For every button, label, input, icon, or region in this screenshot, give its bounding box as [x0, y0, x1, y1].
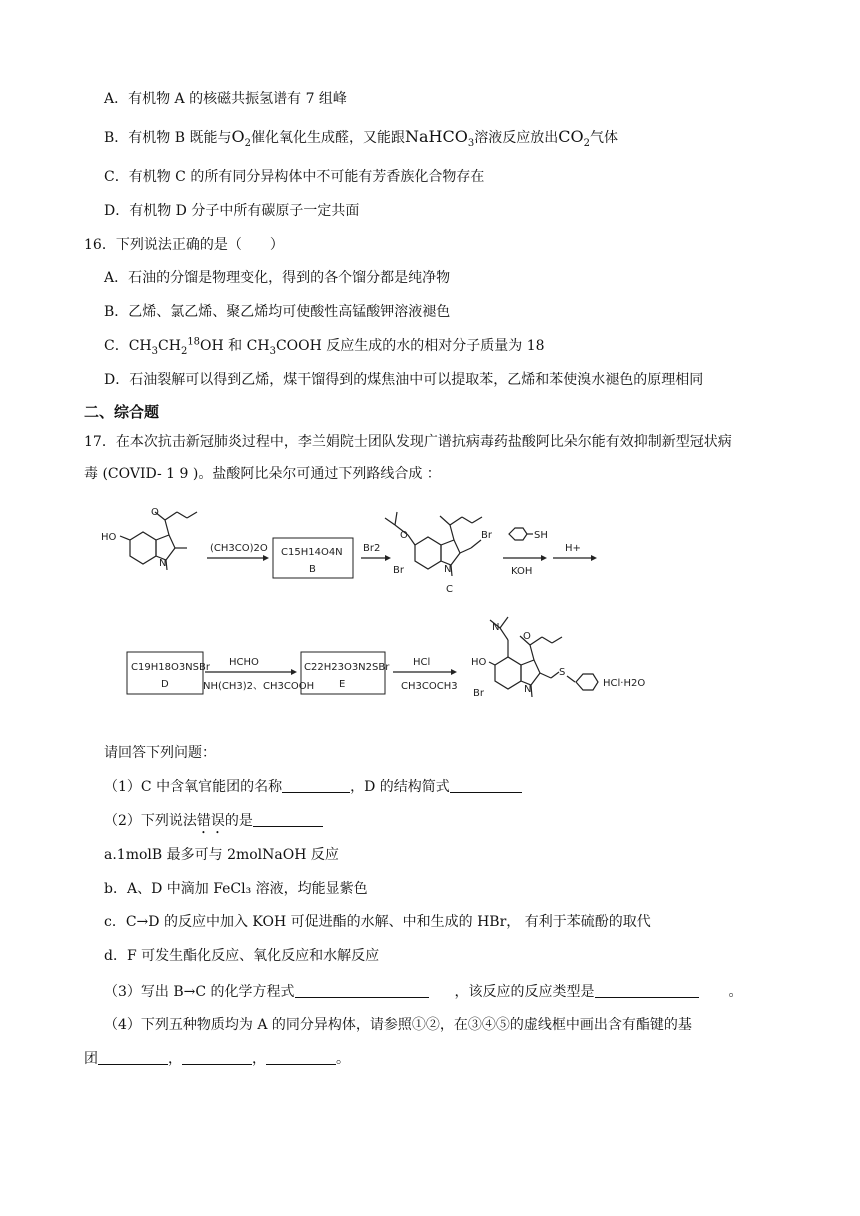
label-c: C	[446, 584, 453, 595]
q15-option-c: C．有机物 C 的所有同分异构体中不可能有芳香族化合物存在	[104, 169, 485, 185]
q17-option-b: b．A、D 中滴加 FeCl₃ 溶液，均能显紫色	[104, 881, 368, 897]
answer-blank-2[interactable]	[253, 812, 323, 827]
box-e-label: E	[339, 679, 346, 690]
q17-stem-line1: 17．在本次抗击新冠肺炎过程中，李兰娟院士团队发现广谱抗病毒药盐酸阿比朵尔能有效抑制新型冠状病	[84, 434, 732, 450]
q16-option-c: C．$CH_3CH_2^{18}OH$ 和 $CH_3COOH$ 反应生成的水的相对分子质量为 18	[104, 336, 545, 357]
atom-ho-product: HO	[471, 657, 487, 668]
q15-option-d: D．有机物 D 分子中所有碳原子一定共面	[104, 203, 360, 219]
atom-o-c: O	[400, 530, 408, 541]
q16-option-b: B．乙烯、氯乙烯、聚乙烯均可使酸性高锰酸钾溶液褪色	[104, 304, 451, 320]
atom-o-a: O	[151, 507, 159, 518]
box-b-label: B	[309, 564, 316, 575]
atom-n-a: N	[159, 558, 167, 569]
reagent-acid: H+	[565, 543, 581, 554]
atom-br-c-ring: Br	[393, 565, 404, 576]
q16-stem: 16．下列说法正确的是（ ）	[84, 237, 284, 253]
answer-blank-4a[interactable]	[98, 1050, 168, 1065]
compound-a-structure	[101, 507, 197, 570]
answer-blank-3a[interactable]	[295, 983, 429, 998]
atom-o-product: O	[523, 631, 531, 642]
reagent-acetone: CH3COCH3	[401, 681, 458, 692]
atom-n-c: N	[444, 564, 452, 575]
reagent-bromine: Br2	[363, 543, 381, 554]
q16-option-a: A．石油的分馏是物理变化，得到的各个馏分都是纯净物	[104, 270, 451, 286]
q17-part1: （1）C 中含氧官能团的名称 ，D 的结构简式	[104, 777, 522, 797]
answer-blank-4b[interactable]	[182, 1050, 252, 1065]
q16-option-d: D．石油裂解可以得到乙烯，煤干馏得到的煤焦油中可以提取苯，乙烯和苯使溴水褪色的原理相同	[104, 372, 704, 388]
reagent-formaldehyde: HCHO	[229, 657, 259, 668]
answer-blank-1b[interactable]	[450, 778, 522, 793]
atom-ho-a: HO	[101, 532, 117, 543]
reagent-koh: KOH	[511, 566, 533, 577]
compound-c-structure	[385, 512, 493, 595]
q17-part4-line1: （4）下列五种物质均为 A 的同分异构体，请参照①②，在③④⑤的虚线框中画出含有酯键的基	[104, 1017, 692, 1033]
reagent-dimethylamine: NH(CH3)2、CH3COOH	[203, 681, 315, 692]
q17-option-a: a.1molB 最多可与 2molNaOH 反应	[104, 847, 339, 863]
box-e-formula: C22H23O3N2SBr	[304, 662, 390, 673]
q17-part4-line2: 团 ， ， 。	[84, 1051, 350, 1067]
answer-blank-4c[interactable]	[266, 1050, 336, 1065]
q17-prompt: 请回答下列问题：	[104, 745, 216, 761]
product-salt-suffix: HCl·H2O	[603, 678, 646, 689]
atom-br-product: Br	[473, 688, 484, 699]
section-heading: 二、综合题	[84, 403, 160, 421]
q15-option-a: A．有机物 A 的核磁共振氢谱有 7 组峰	[104, 91, 347, 107]
box-d-formula: C19H18O3NSBr	[131, 662, 210, 673]
reagent-thiophenol: SH	[534, 530, 548, 541]
q15-option-b: B．有机物 B 既能与$O_2$催化氧化生成醛，又能跟NaHCO$_3$溶液反应放出$CO_2$气体	[104, 127, 618, 149]
box-d-label: D	[161, 679, 169, 690]
atom-n-product-ring: N	[524, 684, 532, 695]
product-structure	[471, 617, 645, 699]
q17-option-c: c．C→D 的反应中加入 KOH 可促进酯的水解、中和生成的 HBr， 有利于苯硫酚的取代	[104, 914, 651, 930]
answer-blank-3b[interactable]	[595, 983, 699, 998]
reagent-acetic-anhydride: (CH3CO)2O	[210, 543, 268, 554]
q17-stem-line2: 毒 (COVID- 1 9 )。盐酸阿比朵尔可通过下列路线合成 ：	[84, 466, 441, 482]
q17-part3: （3）写出 B→C 的化学方程式 ，该反应的反应类型是 。	[104, 984, 743, 1000]
reagent-hcl: HCl	[413, 657, 431, 668]
answer-blank-1a[interactable]	[282, 778, 350, 793]
box-b-formula: C15H14O4N	[281, 547, 343, 558]
atom-br-c-chain: Br	[481, 530, 492, 541]
q17-option-d: d．F 可发生酯化反应、氧化反应和水解反应	[104, 948, 380, 964]
q17-part2: （2）下列说法错误的是	[104, 811, 323, 837]
atom-s-product: S	[559, 667, 566, 678]
synthesis-scheme	[95, 500, 695, 725]
atom-n-product-amine: N	[492, 622, 500, 633]
